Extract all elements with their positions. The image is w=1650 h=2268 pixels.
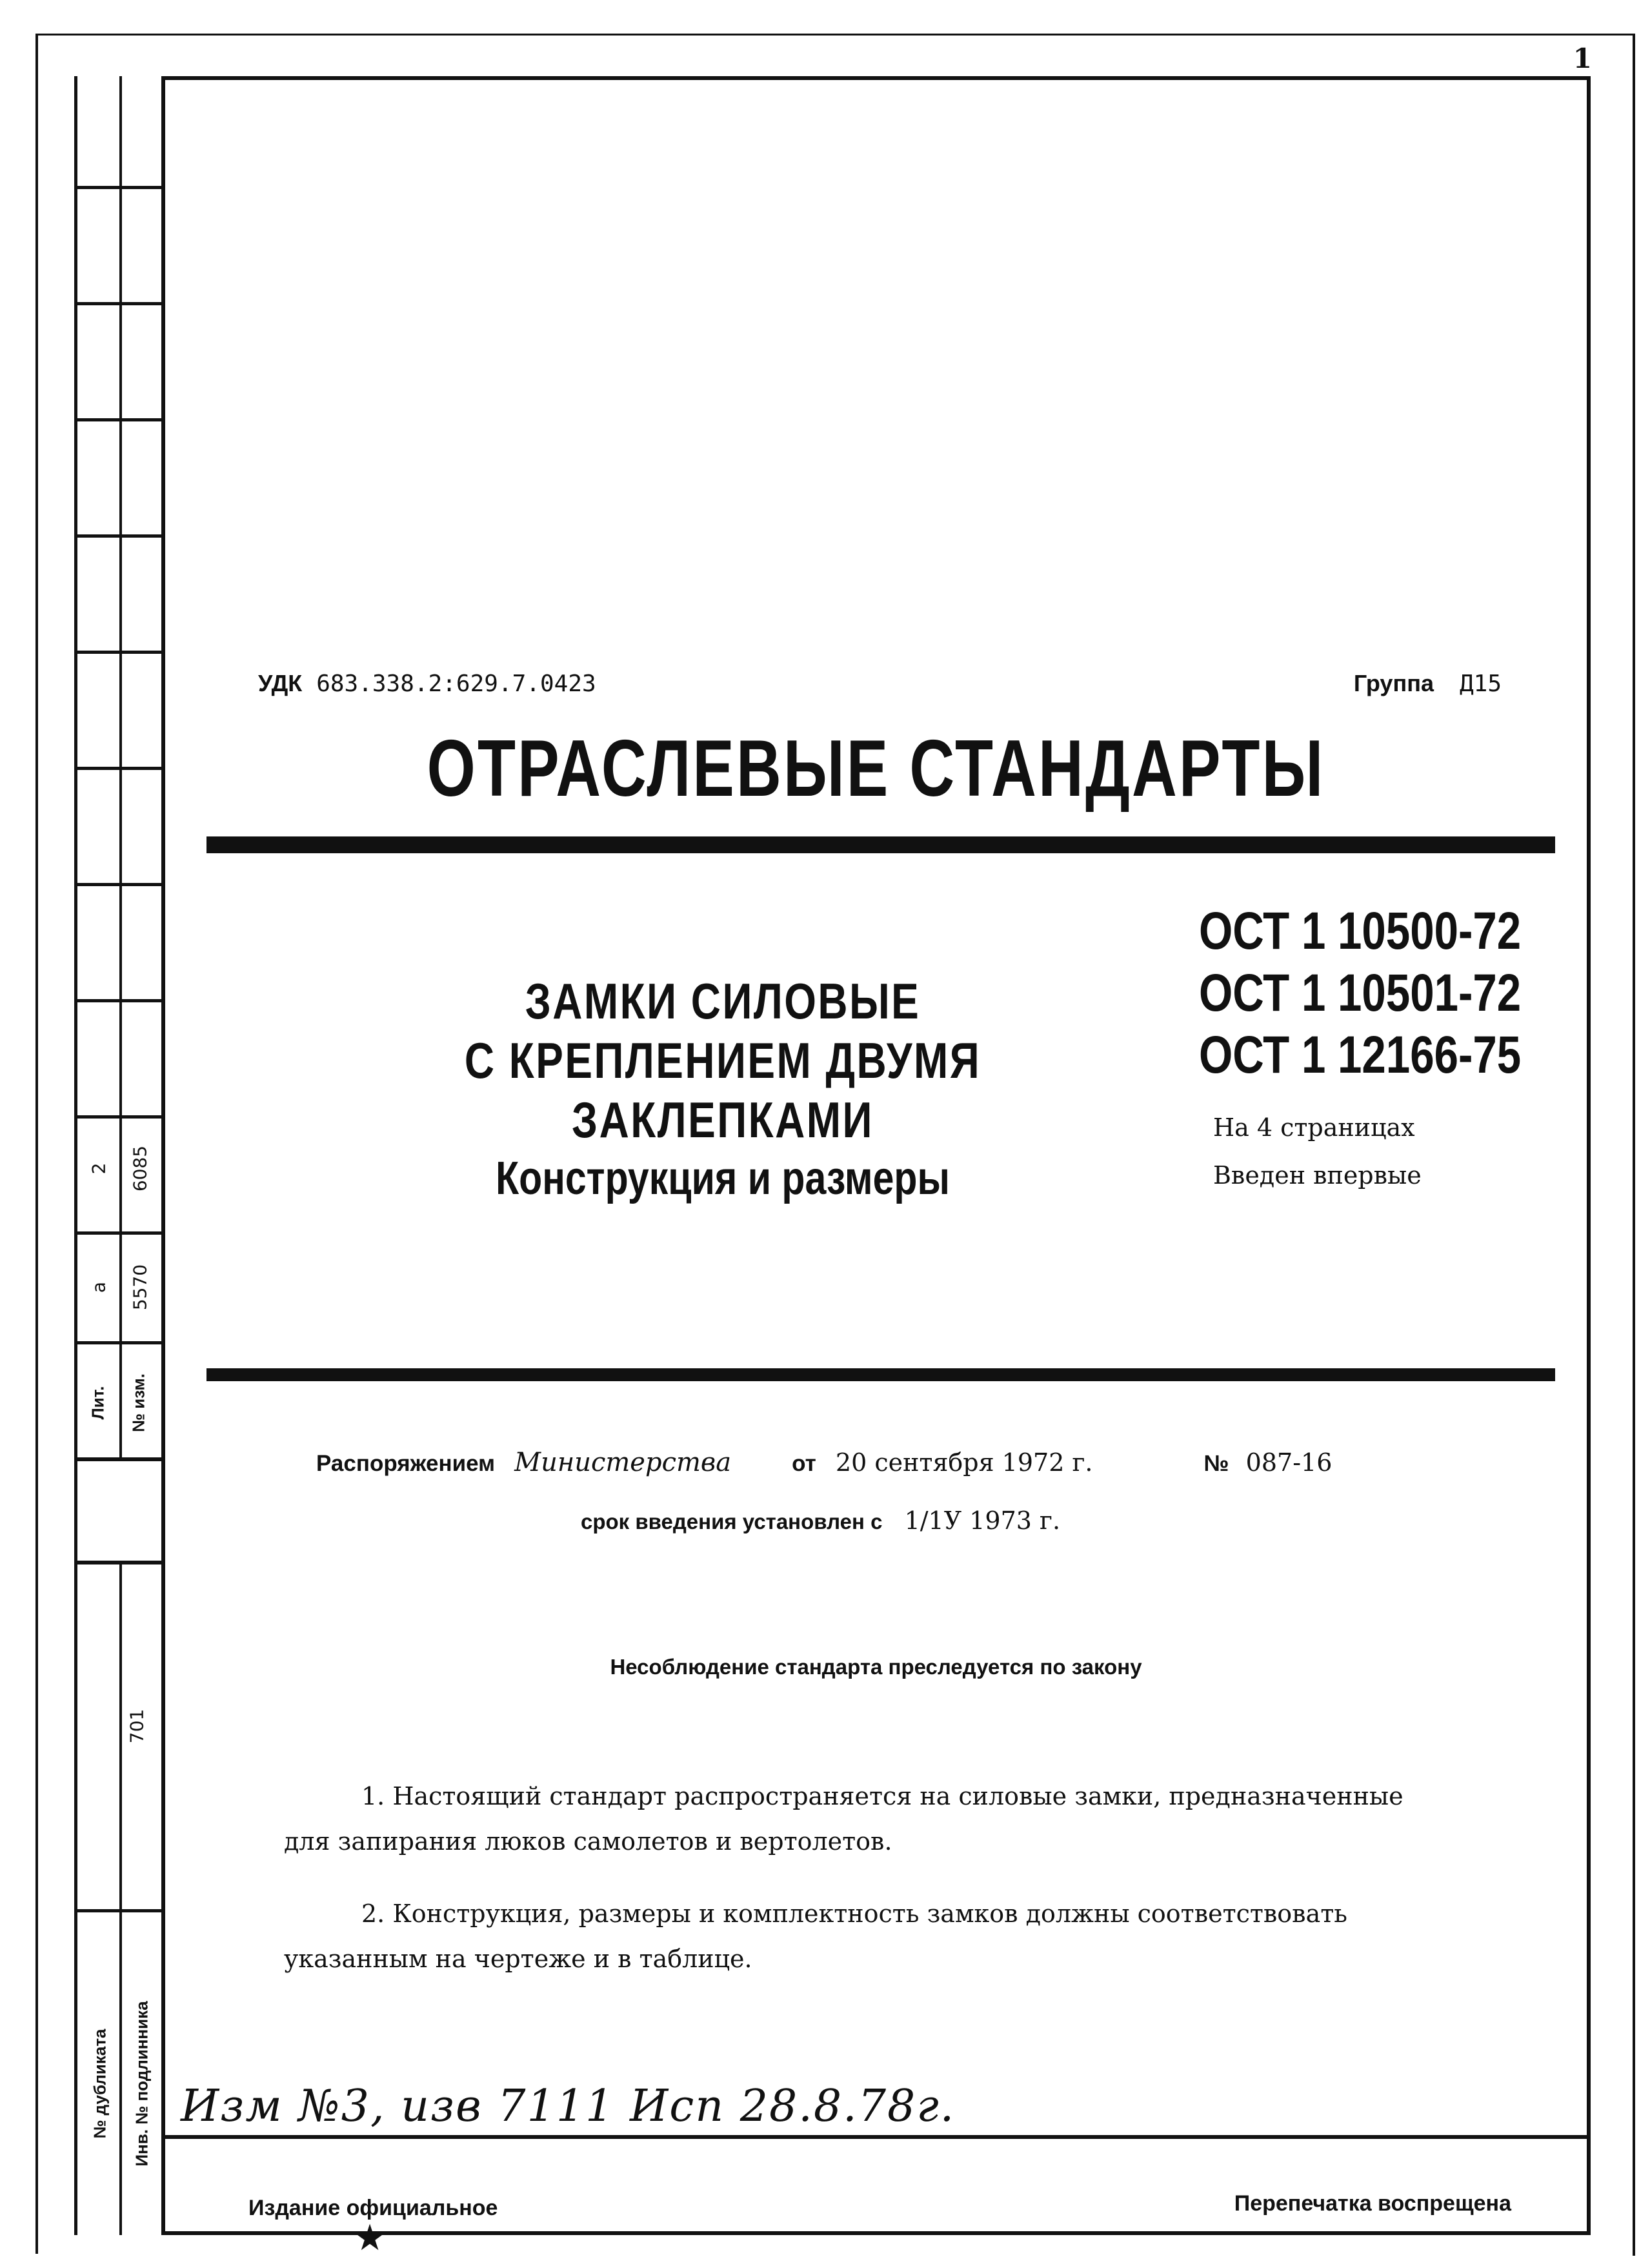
decree-label: Распоряжением <box>316 1451 496 1476</box>
standard-number: ОСТ 1 10500-72 <box>1199 902 1522 960</box>
legal-warning: Несоблюдение стандарта преследуется по закону <box>610 1655 1142 1679</box>
stamp-row-line <box>77 1561 161 1564</box>
subject-line-3: Конструкция и размеры <box>496 1153 950 1204</box>
deadline-line <box>581 1506 1060 1535</box>
stamp-value: 2 <box>88 1162 110 1175</box>
group-line <box>1354 670 1502 697</box>
paragraph-first-line: 1. Настоящий стандарт распространяется на силовые замки, предназначенные <box>361 1782 1404 1810</box>
stamp-row-line <box>77 1341 161 1344</box>
edition-label: Издание официальное <box>248 2196 498 2220</box>
reprint-notice: Перепечатка воспрещена <box>1234 2191 1511 2216</box>
stamp-divider <box>119 1561 122 2235</box>
stamp-row-line <box>77 999 161 1002</box>
stamp-value: 6085 <box>129 1145 151 1192</box>
group-value: Д15 <box>1459 671 1502 697</box>
stamp-column <box>74 76 161 2235</box>
decree-line <box>316 1448 1332 1477</box>
star-icon: ★ <box>354 2217 387 2259</box>
stamp-row-line <box>77 1457 161 1461</box>
standard-numbers <box>1199 900 1521 1086</box>
decree-date-label: от <box>792 1451 816 1476</box>
stamp-row-line <box>77 883 161 886</box>
stamp-row-line <box>77 302 161 305</box>
paragraph-rest: для запирания люков самолетов и вертолетов. <box>284 1827 892 1856</box>
deadline-value: 1/1У 1973 г. <box>904 1506 1061 1535</box>
subject-line-1: ЗАМКИ СИЛОВЫЕ <box>525 973 921 1029</box>
stamp-row-line <box>77 534 161 538</box>
stamp-row-line <box>77 418 161 421</box>
stamp-row-line <box>77 186 161 189</box>
standard-number: ОСТ 1 10501-72 <box>1199 964 1522 1022</box>
stamp-label-original: Инв. № подлинника <box>132 2001 152 2167</box>
stamp-row-line <box>77 767 161 770</box>
deadline-label: срок введения установлен с <box>581 1510 883 1534</box>
udk-label: УДК <box>258 670 303 696</box>
paragraph-rest: указанным на чертеже и в таблице. <box>284 1945 752 1973</box>
standard-number: ОСТ 1 12166-75 <box>1199 1026 1522 1084</box>
section-rule <box>206 1368 1555 1381</box>
stamp-label-letter: Лит. <box>88 1386 108 1420</box>
stamp-label-duplicate: № дубликата <box>90 2029 110 2139</box>
udk-line <box>258 670 596 697</box>
decree-authority: Министерства <box>514 1448 732 1477</box>
document-title: ОТРАСЛЕВЫЕ СТАНДАРТЫ <box>427 724 1325 813</box>
paragraph-first-line: 2. Конструкция, размеры и комплектность замков должны соответствовать <box>361 1899 1347 1928</box>
paragraph-1 <box>284 1774 1510 1864</box>
paragraph-2 <box>284 1891 1510 1981</box>
udk-value: 683.338.2:629.7.0423 <box>316 671 596 697</box>
stamp-value: 701 <box>126 1708 148 1744</box>
introduced-note: Введен впервые <box>1213 1161 1422 1190</box>
pages-info <box>1213 1104 1422 1199</box>
page-number: 1 <box>1573 43 1592 74</box>
bottom-rule <box>161 2135 1591 2139</box>
stamp-row-line <box>77 1231 161 1235</box>
stamp-row-line <box>77 651 161 654</box>
stamp-value: 5570 <box>129 1264 151 1311</box>
subject-line-2: С КРЕПЛЕНИЕМ ДВУМЯ ЗАКЛЕПКАМИ <box>464 1032 981 1148</box>
group-label: Группа <box>1353 670 1434 696</box>
decree-date: 20 сентября 1972 г. <box>835 1448 1093 1477</box>
title-rule <box>206 836 1555 853</box>
handwritten-change-note: Изм №3, изв 7111 Исп 28.8.78г. <box>181 2081 956 2132</box>
decree-number-label: № <box>1203 1451 1229 1476</box>
stamp-value: а <box>88 1281 110 1293</box>
stamp-label-change: № изм. <box>128 1373 148 1432</box>
decree-number: 087-16 <box>1245 1448 1333 1477</box>
stamp-row-line <box>77 1909 161 1912</box>
subject-block <box>352 971 1093 1208</box>
stamp-row-line <box>77 1115 161 1119</box>
pages-note: На 4 страницах <box>1213 1113 1415 1142</box>
left-border-line <box>35 34 38 2254</box>
